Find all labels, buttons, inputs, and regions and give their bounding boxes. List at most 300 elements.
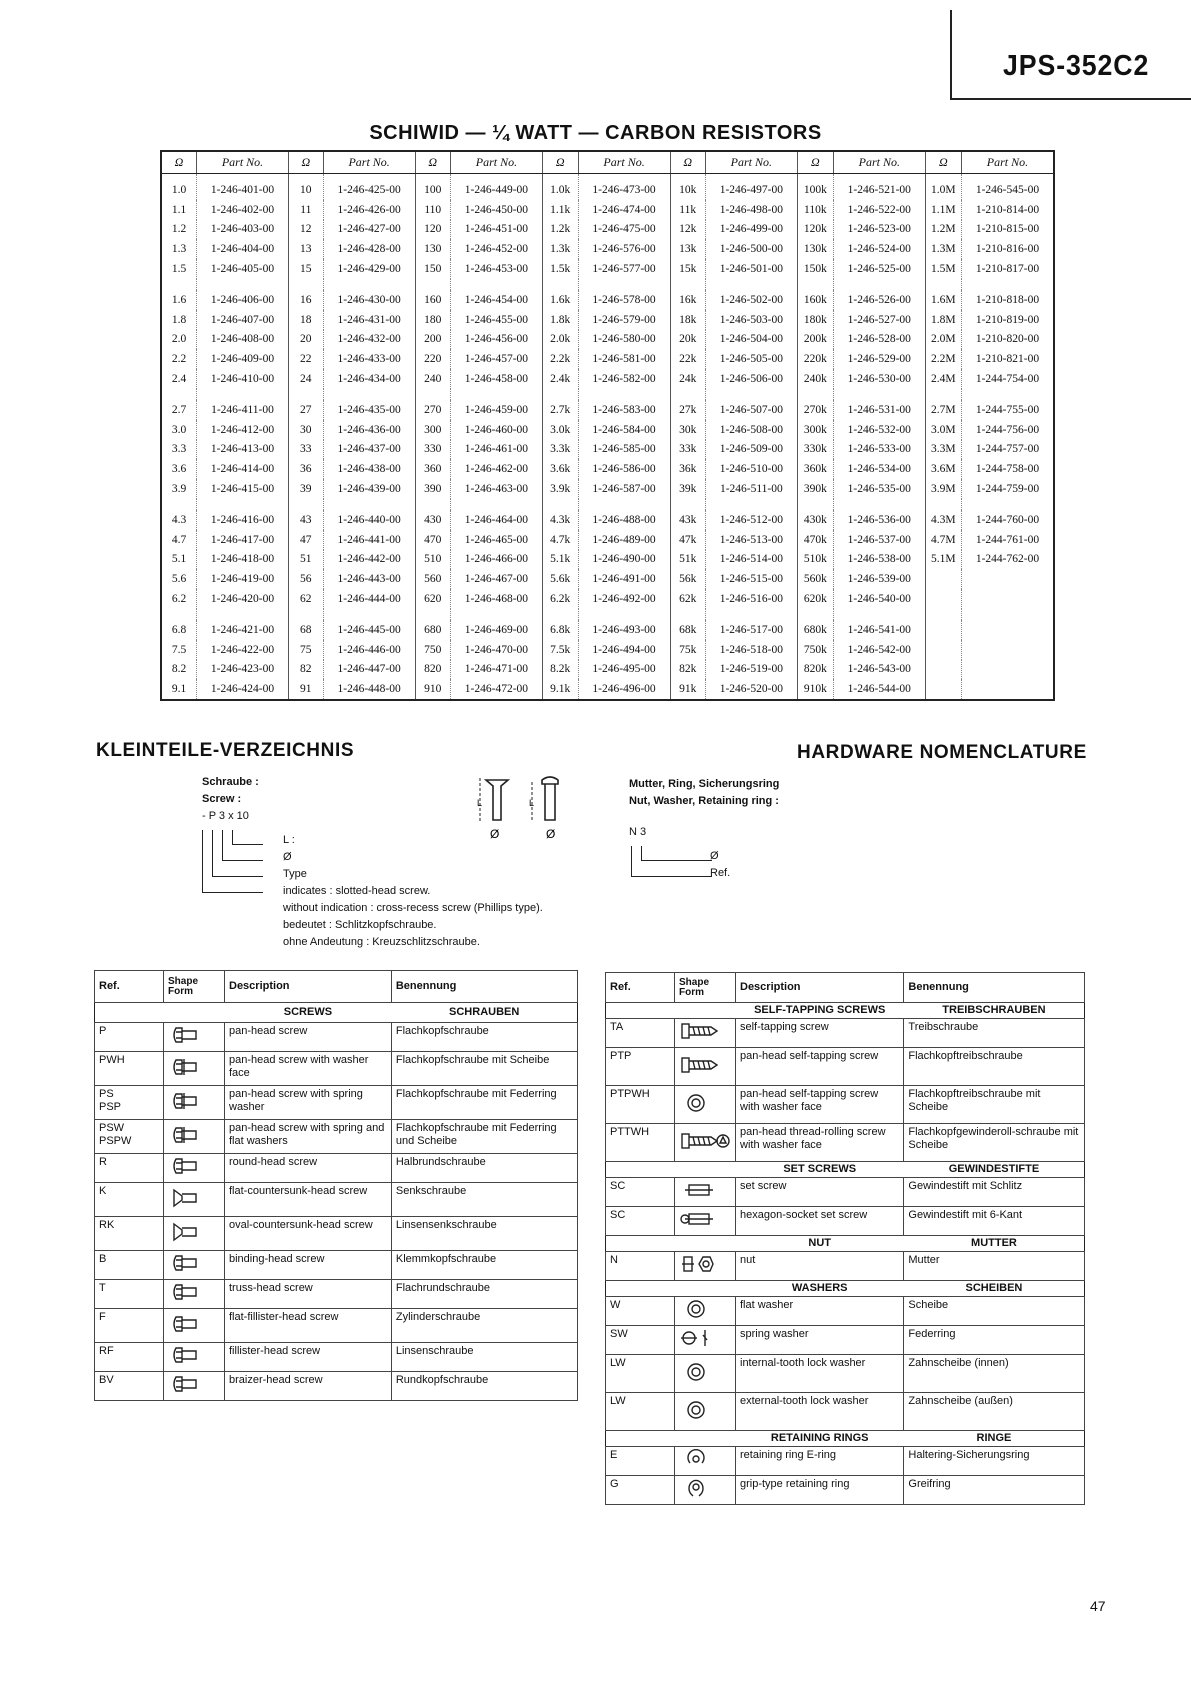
part-number-cell: 1-246-419-00 [197,569,289,589]
resistance-value-cell: 3.3k [542,440,578,460]
resistance-value-cell: 18 [288,310,323,330]
hardware-row [606,1178,1085,1207]
screw-nomenclature-table [94,970,578,1401]
part-number-cell: 1-246-500-00 [705,239,797,259]
resistance-value-cell: 300 [415,420,450,440]
nut-icon [675,1252,736,1281]
binding-head-screw-icon [164,1251,225,1280]
resistance-value-cell: 51 [288,550,323,570]
resistance-value-cell: 2.7 [161,400,197,420]
resistance-value-cell: 5.6k [542,569,578,589]
ref-cell: B [95,1251,164,1280]
spacer-cell [415,279,450,290]
part-number-cell: 1-246-513-00 [705,530,797,550]
part-number-cell: 1-210-817-00 [961,259,1054,279]
part-number-cell: 1-246-475-00 [578,220,670,240]
hardware-nomenclature-table [605,972,1085,1505]
spacer-cell [578,279,670,290]
resistance-value-cell: 3.3M [925,440,961,460]
resistance-value-cell: 39 [288,479,323,499]
resistance-value-cell [925,569,961,589]
part-number-cell: 1-246-518-00 [705,640,797,660]
nut-dia-label: Ø [710,850,719,862]
part-number-cell: 1-246-525-00 [833,259,925,279]
resistor-row [161,290,1054,310]
description-cell: fillister-head screw [225,1343,392,1372]
spacer-cell [797,499,833,510]
part-number-cell [961,620,1054,640]
ref-cell: PTTWH [606,1124,675,1162]
resistance-value-cell: 1.2M [925,220,961,240]
spacer-cell [797,389,833,400]
part-number-cell: 1-246-453-00 [450,259,542,279]
part-number-cell: 1-246-423-00 [197,660,289,680]
part-number-cell: 1-210-820-00 [961,330,1054,350]
braizer-head-screw-icon [164,1372,225,1401]
resistance-value-cell: 1.1M [925,200,961,220]
truss-head-screw-icon [164,1280,225,1309]
resistance-value-cell: 56 [288,569,323,589]
resistance-value-cell: 9.1 [161,679,197,700]
resistance-value-cell: 1.0 [161,174,197,200]
hardware-row [95,1086,578,1120]
benennung-cell: Senkschraube [391,1183,577,1217]
resistance-value-cell: 130k [797,239,833,259]
spacer-cell [542,389,578,400]
resistance-value-cell: 750 [415,640,450,660]
spacer-cell [670,499,705,510]
resistor-table-body [161,174,1054,701]
resistance-value-cell: 7.5k [542,640,578,660]
resistance-value-cell: 110 [415,200,450,220]
resistance-value-cell: 150k [797,259,833,279]
hardware-row [606,1124,1085,1162]
part-number-cell: 1-246-582-00 [578,369,670,389]
spacer-cell [450,499,542,510]
ref-cell: T [95,1280,164,1309]
benennung-column-header: Benennung [391,971,577,1003]
ref-column-header: Ref. [606,973,675,1003]
part-number-cell: 1-246-417-00 [197,530,289,550]
part-number-cell: 1-246-446-00 [323,640,415,660]
category-de: MUTTER [904,1236,1085,1252]
hardware-row [95,1280,578,1309]
resistance-value-cell: 270 [415,400,450,420]
resistance-value-cell: 750k [797,640,833,660]
resistance-value-cell [925,589,961,609]
hardware-row [95,1120,578,1154]
spacer-cell [705,609,797,620]
resistance-value-cell: 2.4M [925,369,961,389]
category-row [95,1003,578,1023]
part-number-cell: 1-246-432-00 [323,330,415,350]
part-number-cell: 1-246-420-00 [197,589,289,609]
spacer-cell [797,609,833,620]
hardware-row [95,1183,578,1217]
spacer-cell [705,499,797,510]
part-number-cell: 1-246-586-00 [578,459,670,479]
pic-l-right: L [529,798,535,808]
resistance-value-cell: 3.0k [542,420,578,440]
description-cell: set screw [736,1178,904,1207]
part-no-column-header: Part No. [833,151,925,174]
hardware-row [95,1343,578,1372]
ref-cell: PS PSP [95,1086,164,1120]
ref-cell: LW [606,1393,675,1431]
part-number-cell: 1-246-508-00 [705,420,797,440]
description-cell: pan-head screw [225,1023,392,1052]
part-number-cell: 1-246-474-00 [578,200,670,220]
part-number-cell: 1-246-458-00 [450,369,542,389]
part-number-cell: 1-246-428-00 [323,239,415,259]
part-number-cell: 1-210-819-00 [961,310,1054,330]
part-number-cell: 1-246-460-00 [450,420,542,440]
part-number-cell: 1-246-439-00 [323,479,415,499]
description-cell: truss-head screw [225,1280,392,1309]
resistance-value-cell: 1.0M [925,174,961,200]
part-number-cell: 1-246-580-00 [578,330,670,350]
ohm-column-header: Ω [288,151,323,174]
spacer-cell [925,609,961,620]
resistance-value-cell: 120 [415,220,450,240]
part-number-cell: 1-246-497-00 [705,174,797,200]
part-number-cell: 1-246-527-00 [833,310,925,330]
resistance-value-cell: 75k [670,640,705,660]
part-number-cell: 1-246-536-00 [833,510,925,530]
resistance-value-cell: 20 [288,330,323,350]
benennung-cell: Greifring [904,1476,1085,1505]
resistance-value-cell: 1.3 [161,239,197,259]
screw-label-de: Schraube : [202,776,259,788]
part-number-cell: 1-246-504-00 [705,330,797,350]
resistance-value-cell: 820k [797,660,833,680]
ref-cell: W [606,1297,675,1326]
part-number-cell [961,660,1054,680]
category-spacer [606,1162,736,1178]
resistance-value-cell: 1.3M [925,239,961,259]
part-number-cell: 1-244-756-00 [961,420,1054,440]
part-number-cell: 1-246-470-00 [450,640,542,660]
part-number-cell: 1-244-761-00 [961,530,1054,550]
resistance-value-cell: 10k [670,174,705,200]
resistance-value-cell: 2.2k [542,349,578,369]
resistance-value-cell: 680 [415,620,450,640]
description-cell: flat-fillister-head screw [225,1309,392,1343]
group-spacer [161,389,1054,400]
hardware-row [95,1052,578,1086]
category-de: GEWINDESTIFTE [904,1162,1085,1178]
resistance-value-cell: 30k [670,420,705,440]
nut-ref-label: Ref. [710,867,731,879]
resistance-value-cell: 560 [415,569,450,589]
part-number-cell: 1-246-534-00 [833,459,925,479]
resistance-value-cell: 5.1k [542,550,578,570]
resistance-value-cell: 24 [288,369,323,389]
ref-cell: PWH [95,1052,164,1086]
part-number-cell: 1-246-467-00 [450,569,542,589]
group-spacer [161,279,1054,290]
ref-cell: SW [606,1326,675,1355]
resistance-value-cell: 1.8M [925,310,961,330]
resistance-value-cell: 1.5 [161,259,197,279]
part-number-cell: 1-246-441-00 [323,530,415,550]
resistance-value-cell: 100 [415,174,450,200]
part-no-column-header: Part No. [197,151,289,174]
part-number-cell: 1-246-409-00 [197,349,289,369]
resistance-value-cell: 160k [797,290,833,310]
resistance-value-cell: 390k [797,479,833,499]
resistor-row [161,459,1054,479]
benennung-cell: Zahnscheibe (außen) [904,1393,1085,1431]
benennung-cell: Flachkopfschraube [391,1023,577,1052]
part-number-cell: 1-246-448-00 [323,679,415,700]
resistor-row [161,400,1054,420]
part-no-column-header: Part No. [578,151,670,174]
resistance-value-cell: 47 [288,530,323,550]
screw-dimension-icon [470,774,585,844]
resistance-value-cell: 8.2 [161,660,197,680]
part-number-cell: 1-246-408-00 [197,330,289,350]
resistance-value-cell: 33 [288,440,323,460]
resistance-value-cell: 240k [797,369,833,389]
part-number-cell: 1-246-524-00 [833,239,925,259]
resistance-value-cell: 1.8k [542,310,578,330]
category-spacer [95,1003,225,1023]
resistance-value-cell: 1.2k [542,220,578,240]
part-number-cell: 1-246-528-00 [833,330,925,350]
part-number-cell: 1-246-495-00 [578,660,670,680]
spacer-cell [705,389,797,400]
round-head-screw-icon [164,1154,225,1183]
ref-cell: PSW PSPW [95,1120,164,1154]
part-number-cell: 1-246-462-00 [450,459,542,479]
part-number-cell: 1-246-544-00 [833,679,925,700]
description-column-header: Description [225,971,392,1003]
part-number-cell: 1-246-542-00 [833,640,925,660]
resistor-row [161,550,1054,570]
type-label: Type [283,868,307,880]
description-cell: internal-tooth lock washer [736,1355,904,1393]
resistance-value-cell: 12 [288,220,323,240]
resistance-value-cell: 330 [415,440,450,460]
resistance-value-cell: 22 [288,349,323,369]
description-cell: pan-head self-tapping screw with washer face [736,1086,904,1124]
self-tapping-washer-icon [675,1086,736,1124]
part-number-cell: 1-210-815-00 [961,220,1054,240]
external-tooth-washer-icon [675,1393,736,1431]
resistance-value-cell: 9.1k [542,679,578,700]
resistance-value-cell: 4.3M [925,510,961,530]
part-number-cell: 1-244-762-00 [961,550,1054,570]
ref-cell: SC [606,1207,675,1236]
resistor-row [161,660,1054,680]
part-number-cell: 1-246-436-00 [323,420,415,440]
part-number-cell [961,679,1054,700]
part-number-cell: 1-246-498-00 [705,200,797,220]
part-number-cell: 1-246-442-00 [323,550,415,570]
spacer-cell [323,499,415,510]
spacer-cell [670,389,705,400]
spacer-cell [197,279,289,290]
category-de: SCHRAUBEN [391,1003,577,1023]
spacer-cell [578,499,670,510]
spacer-cell [450,389,542,400]
resistance-value-cell: 1.0k [542,174,578,200]
part-number-cell: 1-246-431-00 [323,310,415,330]
resistor-row [161,310,1054,330]
category-spacer [606,1281,736,1297]
part-number-cell: 1-246-426-00 [323,200,415,220]
description-cell: braizer-head screw [225,1372,392,1401]
part-number-cell: 1-246-406-00 [197,290,289,310]
spacer-cell [415,499,450,510]
diameter-label: Ø [283,851,292,863]
part-number-cell: 1-246-502-00 [705,290,797,310]
part-no-column-header: Part No. [961,151,1054,174]
part-number-cell: 1-246-440-00 [323,510,415,530]
spacer-cell [288,499,323,510]
resistance-value-cell: 3.0M [925,420,961,440]
resistance-value-cell: 430 [415,510,450,530]
pan-head-screw-icon [164,1023,225,1052]
resistance-value-cell: 62 [288,589,323,609]
part-number-cell: 1-246-437-00 [323,440,415,460]
part-number-cell: 1-246-584-00 [578,420,670,440]
resistance-value-cell: 12k [670,220,705,240]
resistance-value-cell: 300k [797,420,833,440]
ohm-column-header: Ω [670,151,705,174]
resistance-value-cell: 68k [670,620,705,640]
resistance-value-cell: 3.6 [161,459,197,479]
resistance-value-cell: 180 [415,310,450,330]
part-number-cell: 1-210-818-00 [961,290,1054,310]
ref-column-header: Ref. [95,971,164,1003]
category-de: RINGE [904,1431,1085,1447]
group-spacer [161,609,1054,620]
page-number: 47 [1090,1598,1106,1614]
pan-head-self-tapping-icon [675,1048,736,1086]
spacer-cell [161,499,197,510]
resistor-row [161,510,1054,530]
part-number-cell: 1-246-438-00 [323,459,415,479]
hardware-row [95,1372,578,1401]
legend-line-3: bedeutet : Schlitzkopfschraube. [283,919,437,931]
description-cell: oval-countersunk-head screw [225,1217,392,1251]
resistance-value-cell: 150 [415,259,450,279]
description-cell: pan-head screw with washer face [225,1052,392,1086]
resistance-value-cell: 3.6k [542,459,578,479]
category-spacer [606,1431,736,1447]
category-en: WASHERS [736,1281,904,1297]
part-number-cell: 1-246-471-00 [450,660,542,680]
part-number-cell: 1-246-576-00 [578,239,670,259]
part-number-cell: 1-246-413-00 [197,440,289,460]
group-spacer [161,499,1054,510]
resistor-row [161,530,1054,550]
part-number-cell: 1-246-469-00 [450,620,542,640]
e-ring-icon [675,1447,736,1476]
ref-cell: BV [95,1372,164,1401]
description-cell: pan-head screw with spring and flat washers [225,1120,392,1154]
resistance-value-cell: 220 [415,349,450,369]
resistor-row [161,369,1054,389]
resistance-value-cell: 560k [797,569,833,589]
part-number-cell: 1-244-754-00 [961,369,1054,389]
resistance-value-cell: 1.5k [542,259,578,279]
resistance-value-cell: 120k [797,220,833,240]
resistance-value-cell: 16 [288,290,323,310]
resistance-value-cell: 6.2k [542,589,578,609]
part-number-cell: 1-246-465-00 [450,530,542,550]
resistor-row [161,349,1054,369]
screw-label-en: Screw : [202,793,242,805]
resistance-value-cell: 11k [670,200,705,220]
resistance-value-cell: 2.0M [925,330,961,350]
hex-socket-set-screw-icon [675,1207,736,1236]
spacer-cell [961,389,1054,400]
part-number-cell: 1-246-451-00 [450,220,542,240]
benennung-cell: Flachkopfschraube mit Federring und Scheibe [391,1120,577,1154]
resistor-table-title: SCHIWID — ¼ WATT — CARBON RESISTORS [369,122,822,144]
description-cell: flat washer [736,1297,904,1326]
part-number-cell: 1-244-760-00 [961,510,1054,530]
thread-rolling-screw-icon [675,1124,736,1162]
spacer-cell [415,609,450,620]
spacer-cell [670,609,705,620]
resistance-value-cell: 3.9k [542,479,578,499]
spacer-cell [925,499,961,510]
resistance-value-cell: 2.2 [161,349,197,369]
part-number-cell: 1-246-521-00 [833,174,925,200]
benennung-cell: Treibschraube [904,1019,1085,1048]
ref-cell: LW [606,1355,675,1393]
resistance-value-cell: 22k [670,349,705,369]
resistance-value-cell: 4.3k [542,510,578,530]
resistance-value-cell: 1.8 [161,310,197,330]
part-number-cell: 1-246-585-00 [578,440,670,460]
part-number-cell: 1-246-545-00 [961,174,1054,200]
benennung-cell: Haltering-Sicherungsring [904,1447,1085,1476]
pic-dia-left: Ø [490,827,500,841]
spacer-cell [833,389,925,400]
resistance-value-cell: 330k [797,440,833,460]
ref-cell: K [95,1183,164,1217]
ref-cell: N [606,1252,675,1281]
spring-flat-washer-screw-icon [164,1120,225,1154]
resistance-value-cell: 2.2M [925,349,961,369]
hardware-row [606,1355,1085,1393]
resistance-value-cell: 3.9M [925,479,961,499]
set-screw-icon [675,1178,736,1207]
ref-cell: PTP [606,1048,675,1086]
benennung-cell: Rundkopfschraube [391,1372,577,1401]
resistance-value-cell: 620 [415,589,450,609]
resistance-value-cell: 1.5M [925,259,961,279]
part-number-cell: 1-210-821-00 [961,349,1054,369]
resistor-row [161,440,1054,460]
part-number-cell: 1-246-422-00 [197,640,289,660]
resistance-value-cell: 510 [415,550,450,570]
resistance-value-cell: 3.3 [161,440,197,460]
category-de: SCHEIBEN [904,1281,1085,1297]
description-cell: grip-type retaining ring [736,1476,904,1505]
resistance-value-cell: 160 [415,290,450,310]
spacer-cell [450,279,542,290]
resistance-value-cell: 820 [415,660,450,680]
part-number-cell: 1-244-759-00 [961,479,1054,499]
category-de: TREIBSCHRAUBEN [904,1003,1085,1019]
nut-example-code: N 3 [629,826,647,838]
